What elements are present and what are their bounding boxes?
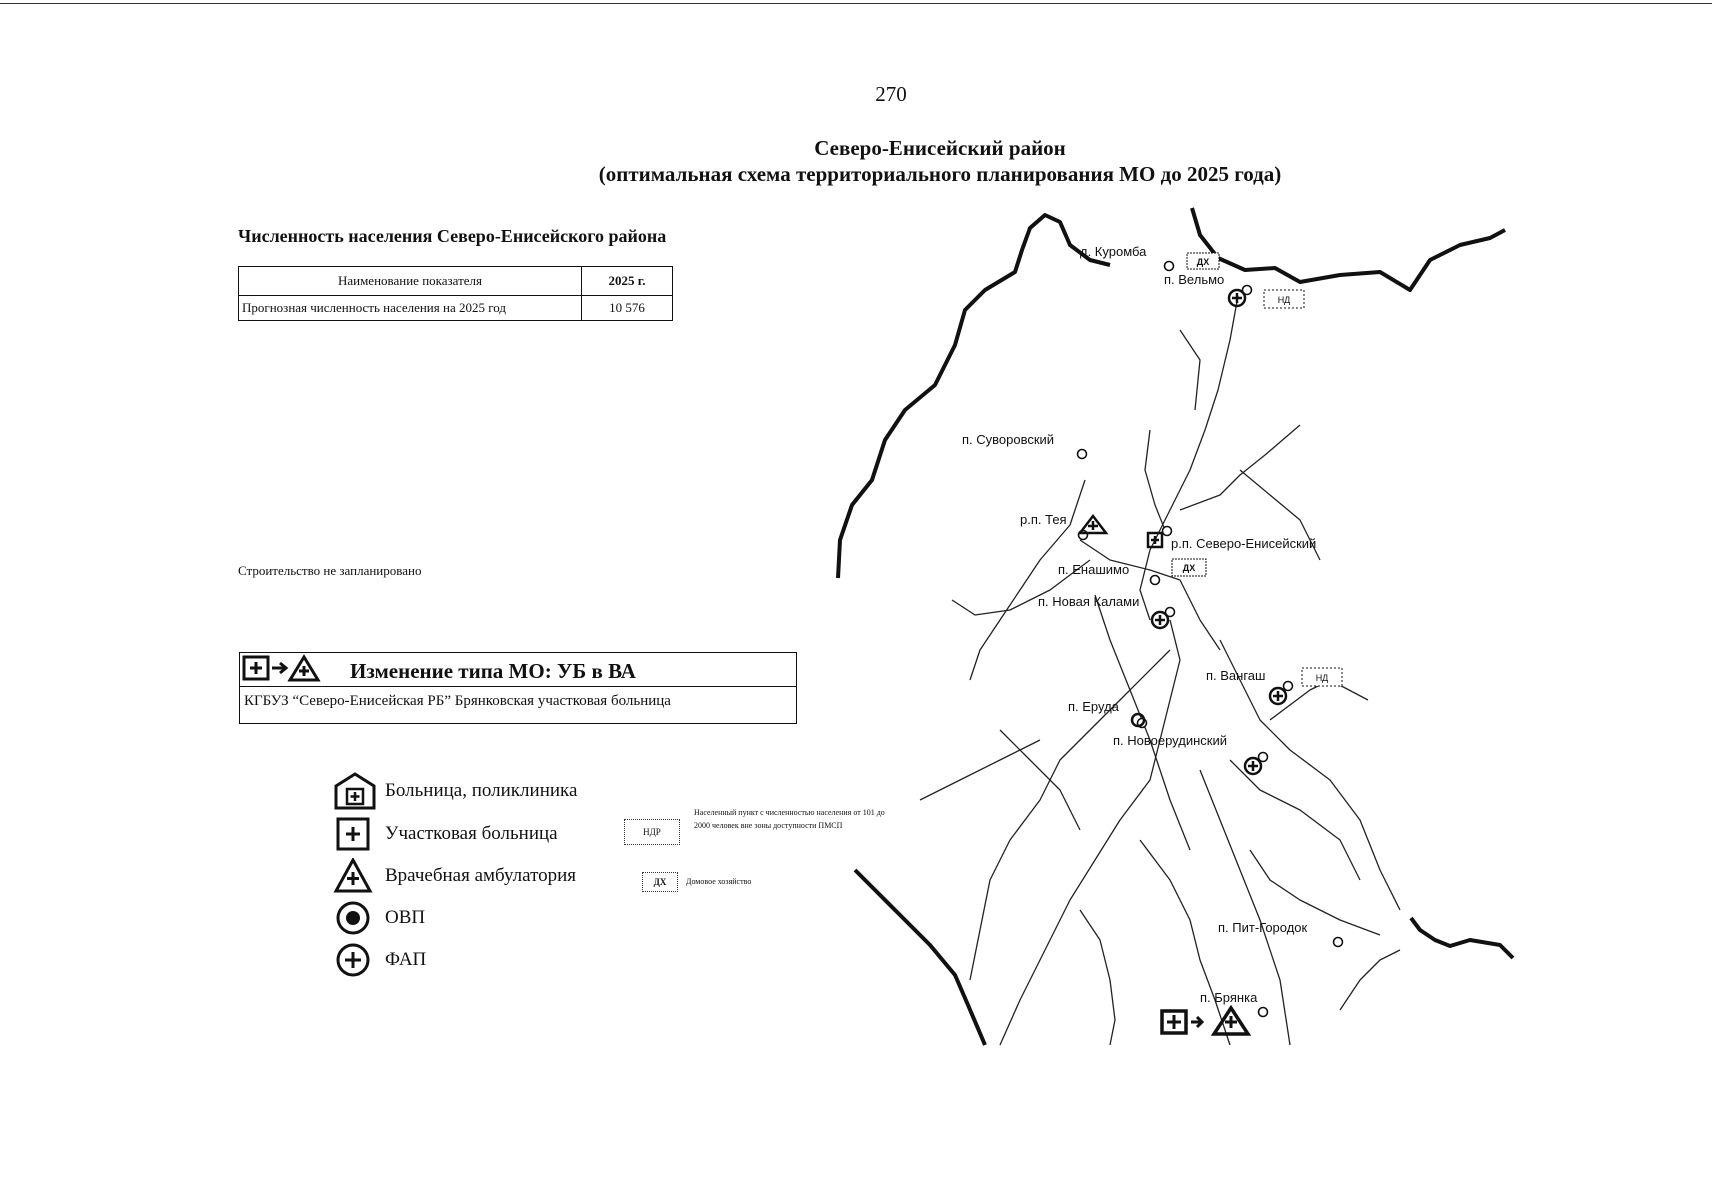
column-header: Наименование показателя — [239, 267, 582, 296]
district-hospital-icon — [1148, 533, 1162, 547]
legend-label: ОВП — [385, 907, 426, 928]
household-description: Домовое хозяйство — [686, 877, 752, 886]
place-label: п. Вельмо — [1164, 272, 1225, 287]
place-label: п. Суворовский — [962, 432, 1055, 447]
legend-label: ФАП — [385, 949, 427, 970]
place-label: п. Еруда — [1068, 699, 1119, 714]
dx-tag: ДХ — [1182, 563, 1196, 573]
legend-label: Больница, поликлиника — [385, 780, 578, 801]
page-number: 270 — [875, 82, 907, 106]
settlement-tag: НДР — [624, 819, 680, 845]
settlement-markers — [1078, 262, 1343, 1017]
page-subtitle: (оптимальная схема территориального планирования МО до 2025 года) — [598, 162, 1282, 186]
population-heading: Численность населения Северо-Енисейского района — [238, 226, 667, 246]
no-construction-note: Строительство не запланировано — [238, 563, 422, 578]
fap-icon — [1245, 758, 1261, 774]
legend-label: Врачебная амбулатория — [385, 865, 577, 886]
place-label: р.п. Северо-Енисейский — [1171, 536, 1317, 551]
place-label: п. Брянка — [1200, 990, 1258, 1005]
legend-label: Участковая больница — [385, 823, 558, 844]
place-label: д. Куромба — [1080, 244, 1147, 259]
map-tags — [1172, 253, 1342, 686]
change-subtitle: КГБУЗ “Северо-Енисейская РБ” Брянковская участковая больница — [244, 693, 671, 709]
change-title: Изменение типа МО: УБ в ВА — [350, 659, 636, 683]
nd-tag: НД — [1315, 673, 1329, 683]
place-label: р.п. Тея — [1020, 512, 1067, 527]
fap-icon — [1270, 688, 1286, 704]
fap-icon — [1152, 612, 1168, 628]
place-label: п. Вангаш — [1206, 668, 1266, 683]
column-header: 2025 г. — [582, 267, 673, 296]
place-label: п. Пит-Городок — [1218, 920, 1308, 935]
place-label: п. Новая Калами — [1038, 594, 1140, 609]
place-labels — [962, 244, 1316, 1005]
dx-tag: ДХ — [1196, 257, 1210, 267]
household-tag: ДХ — [642, 872, 678, 892]
place-label: п. Новоерудинский — [1113, 733, 1227, 748]
nd-tag: НД — [1277, 295, 1291, 305]
place-label: п. Енашимо — [1058, 562, 1130, 577]
table-cell: 10 576 — [582, 296, 673, 321]
settlement-description: Населенный пункт с численностью населения от 101 до 2000 человек вне зоны доступности ПМСП — [694, 808, 885, 830]
page-title: Северо-Енисейский район — [814, 136, 1066, 160]
brjanka-change-icon — [1162, 1008, 1248, 1034]
table-cell: Прогнозная численность населения на 2025 год — [239, 296, 582, 321]
district-border — [838, 208, 1513, 1045]
